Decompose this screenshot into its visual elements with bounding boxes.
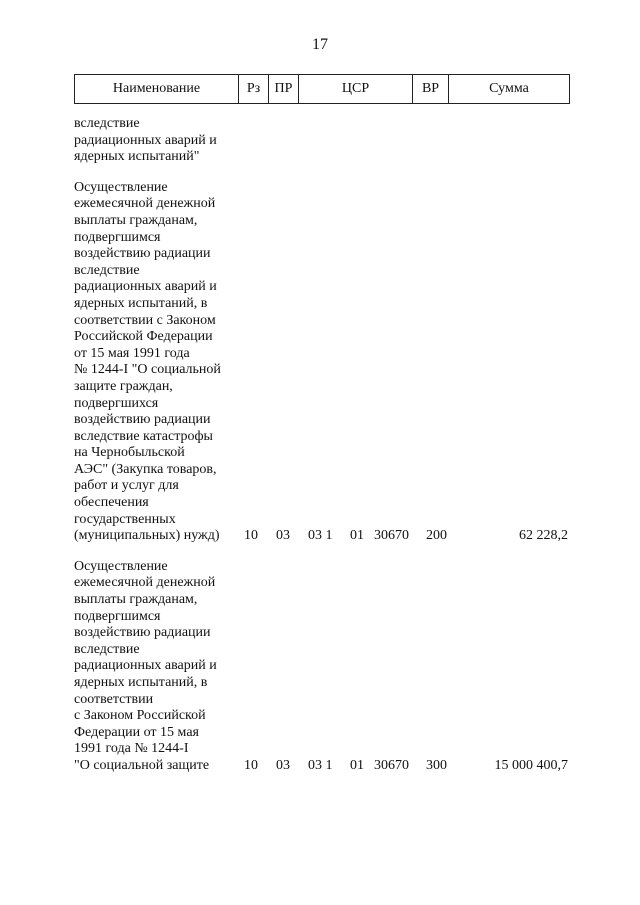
row-name-line: ядерных испытаний, в bbox=[74, 295, 208, 311]
row-name-line: подвергшихся bbox=[74, 395, 159, 411]
row-name-line: соответствии bbox=[74, 691, 154, 707]
row-name-line: подвергшимся bbox=[74, 229, 161, 245]
row-rz: 10 bbox=[244, 528, 258, 544]
header-rz: Рз bbox=[239, 75, 269, 103]
row-name-line: № 1244-I "О социальной bbox=[74, 362, 221, 378]
row-name-line: воздействию радиации bbox=[74, 625, 211, 641]
row-vr: 300 bbox=[426, 757, 447, 773]
row-name-line: вследствие катастрофы bbox=[74, 428, 213, 444]
table-body bbox=[74, 116, 570, 789]
row-name-line: Осуществление bbox=[74, 558, 168, 574]
row-csr3: 30670 bbox=[374, 528, 409, 544]
row-codes bbox=[74, 528, 570, 545]
page-number: 17 bbox=[312, 36, 328, 53]
row-name bbox=[74, 116, 244, 166]
row-name-line: Российской Федерации bbox=[74, 329, 213, 345]
row-name-line: радиационных аварий и bbox=[74, 279, 217, 295]
row-sum: 62 228,2 bbox=[519, 528, 568, 544]
header-vr: ВР bbox=[413, 75, 449, 103]
row-name bbox=[74, 559, 244, 775]
row-name-line: радиационных аварий и bbox=[74, 658, 217, 674]
row-name-line: на Чернобыльской bbox=[74, 445, 185, 461]
row-csr3: 30670 bbox=[374, 757, 409, 773]
row-name-line: государственных bbox=[74, 511, 176, 527]
row-name-line: ежемесячной денежной bbox=[74, 196, 216, 212]
row-pr: 03 bbox=[276, 757, 290, 773]
table-row bbox=[74, 559, 570, 775]
row-csr2: 01 bbox=[350, 528, 364, 544]
header-name: Наименование bbox=[75, 75, 239, 103]
row-name-line: радиационных аварий и bbox=[74, 132, 217, 148]
table-row bbox=[74, 116, 570, 166]
row-name-line: выплаты гражданам, bbox=[74, 592, 198, 608]
row-csr1: 03 1 bbox=[308, 757, 333, 773]
row-name-line: вследствие bbox=[74, 641, 140, 657]
row-name-line: вследствие bbox=[74, 262, 140, 278]
header-pr: ПР bbox=[269, 75, 299, 103]
row-vr: 200 bbox=[426, 528, 447, 544]
row-name-line: воздействию радиации bbox=[74, 412, 211, 428]
row-name-line: 1991 года № 1244-I bbox=[74, 741, 189, 757]
row-name-line: (муниципальных) нужд) bbox=[74, 528, 220, 544]
row-name-line: ядерных испытаний, в bbox=[74, 675, 208, 690]
row-name-line: Федерации от 15 мая bbox=[74, 724, 199, 740]
row-name-line: с Законом Российской bbox=[74, 708, 206, 724]
row-rz: 10 bbox=[244, 757, 258, 773]
row-name-line: от 15 мая 1991 года bbox=[74, 345, 190, 361]
row-csr1: 03 1 bbox=[308, 528, 333, 544]
header-csr: ЦСР bbox=[299, 75, 413, 103]
row-name-line: обеспечения bbox=[74, 495, 149, 511]
row-sum: 15 000 400,7 bbox=[494, 757, 568, 773]
table-header bbox=[74, 74, 570, 104]
row-csr2: 01 bbox=[350, 757, 364, 773]
header-sum: Сумма bbox=[489, 81, 529, 96]
row-name-line: соответствии с Законом bbox=[74, 312, 216, 328]
row-name-line: "О социальной защите bbox=[74, 757, 210, 773]
row-name-line: выплаты гражданам, bbox=[74, 212, 198, 228]
row-name-line: подвергшимся bbox=[74, 608, 161, 624]
row-codes bbox=[74, 758, 570, 775]
row-name-line: защите граждан, bbox=[74, 378, 173, 394]
row-name-line: работ и услуг для bbox=[74, 478, 179, 494]
row-pr: 03 bbox=[276, 528, 290, 544]
row-name-line: воздействию радиации bbox=[74, 246, 211, 262]
row-name-line: Осуществление bbox=[74, 179, 168, 195]
row-name-line: вследствие bbox=[74, 116, 140, 131]
row-name-line: АЭС" (Закупка товаров, bbox=[74, 461, 217, 477]
table-row bbox=[74, 180, 570, 545]
row-name bbox=[74, 180, 244, 545]
row-name-line: ядерных испытаний" bbox=[74, 149, 200, 165]
row-name-line: ежемесячной денежной bbox=[74, 575, 216, 591]
